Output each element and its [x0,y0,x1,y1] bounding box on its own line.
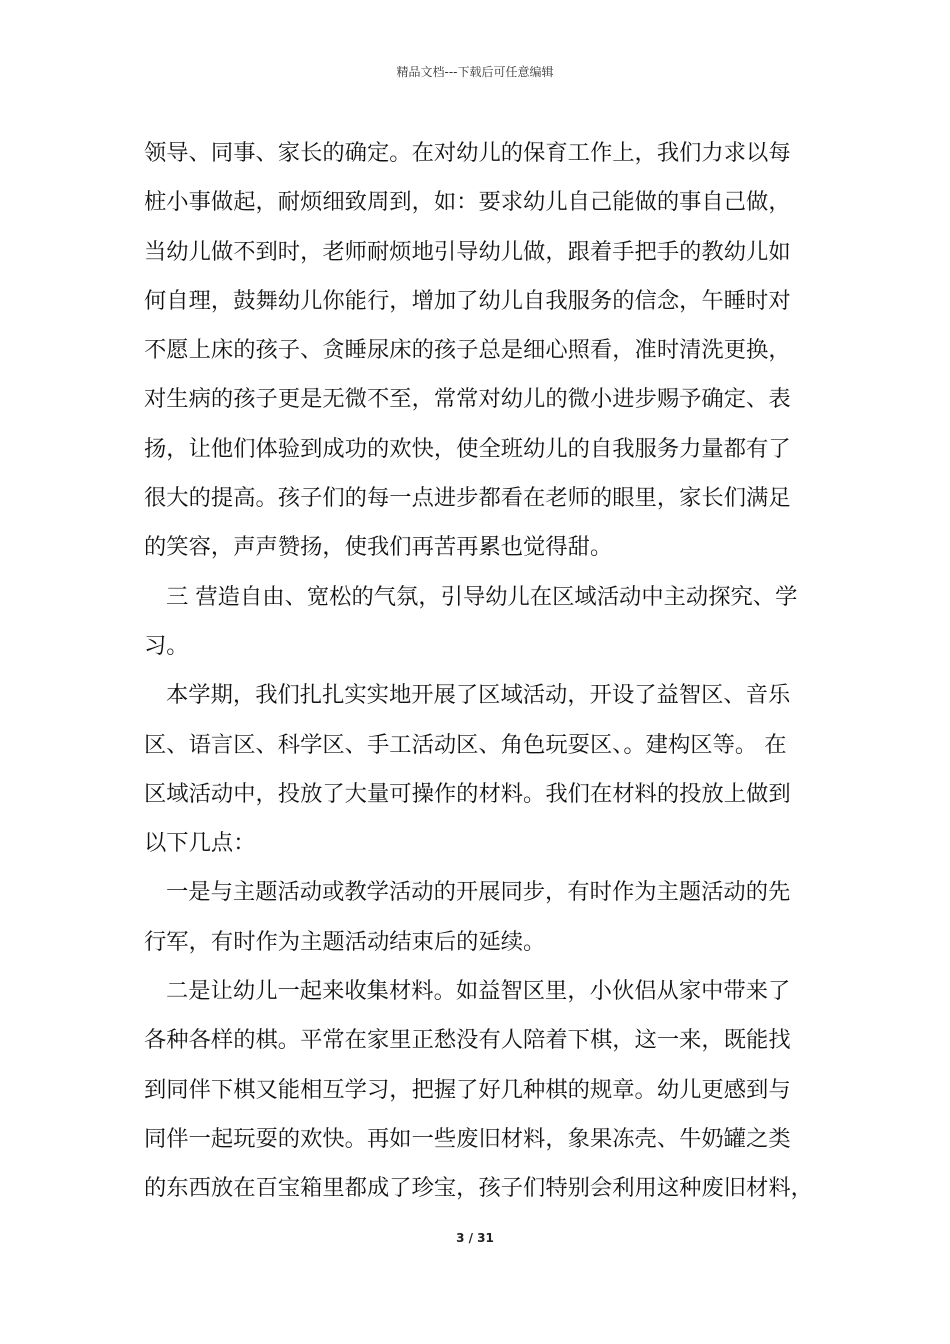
text-line: 同伴一起玩耍的欢快。再如一些废旧材料，象果冻壳、牛奶罐之类 [144,1125,791,1152]
text-line: 的东西放在百宝箱里都成了珍宝，孩子们特别会利用这种废旧材料， [144,1175,813,1202]
text-line: 很大的提高。孩子们的每一点进步都看在老师的眼里，家长们满足 [144,485,791,512]
paragraph-start: 二是让幼儿一起来收集材料。如益智区里，小伙侣从家中带来了 [166,978,791,1005]
text-line: 区、语言区、科学区、手工活动区、角色玩耍区、。建构区等。 在 [144,731,787,758]
text-line: 行军，有时作为主题活动结束后的延续。 [144,928,546,955]
document-body [144,129,814,1214]
text-line: 何自理，鼓舞幼儿你能行，增加了幼儿自我服务的信念，午睡时对 [144,287,791,314]
text-line: 领导、同事、家长的确定。在对幼儿的保育工作上，我们力求以每 [144,140,791,166]
text-line: 以下几点： [144,830,256,857]
text-line: 习。 [144,632,189,659]
page-header: 精品文档---下载后可任意编辑 [396,65,554,79]
text-line: 各种各样的棋。平常在家里正愁没有人陪着下棋，这一来，既能找 [144,1027,791,1054]
paragraph-start: 本学期，我们扎扎实实地开展了区域活动，开设了益智区、音乐 [166,682,791,709]
paragraph-start: 一是与主题活动或教学活动的开展同步，有时作为主题活动的先 [166,879,791,906]
text-line: 对生病的孩子更是无微不至，常常对幼儿的微小进步赐予确定、表 [144,386,791,413]
text-line: 区域活动中，投放了大量可操作的材料。我们在材料的投放上做到 [144,780,791,807]
text-line: 当幼儿做不到时，老师耐烦地引导幼儿做，跟着手把手的教幼儿如 [144,238,791,265]
page-number: 3 / 31 [456,1231,494,1245]
text-line: 到同伴下棋又能相互学习，把握了好几种棋的规章。幼儿更感到与 [144,1076,791,1103]
text-line: 的笑容，声声赞扬，使我们再苦再累也觉得甜。 [144,534,613,561]
text-line: 不愿上床的孩子、贪睡尿床的孩子总是细心照看，准时清洗更换， [144,337,791,364]
text-line: 桩小事做起，耐烦细致周到，如：要求幼儿自己能做的事自己做， [144,189,791,216]
text-line: 扬，让他们体验到成功的欢快，使全班幼儿的自我服务力量都有了 [144,435,791,462]
section-heading: 三 营造自由、宽松的气氛，引导幼儿在区域活动中主动探究、学 [166,583,798,610]
